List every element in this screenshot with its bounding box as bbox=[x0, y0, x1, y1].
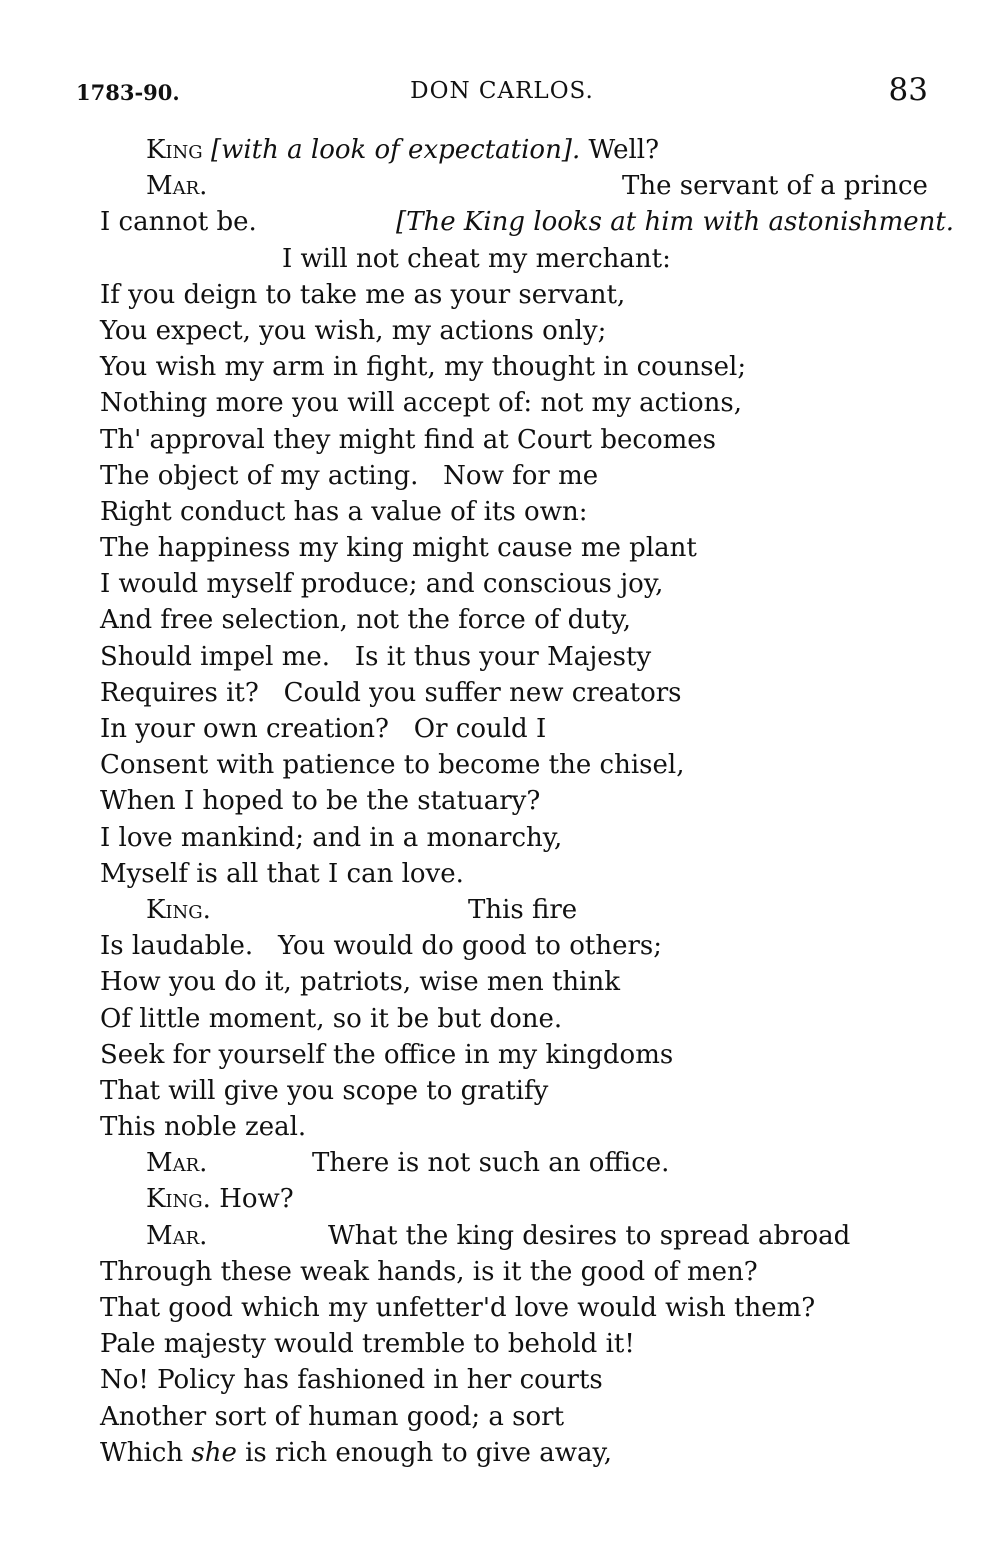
verse-line: Myself is all that I can love. bbox=[100, 858, 464, 889]
verse-line: That good which my unfetter'd love would wish them? bbox=[100, 1293, 816, 1323]
verse-line: You expect, you wish, my actions only; bbox=[100, 315, 607, 346]
speaker-name: King. bbox=[146, 894, 211, 925]
verse-line: Through these weak hands, is it the good of men? bbox=[100, 1256, 758, 1287]
text-line bbox=[100, 1435, 930, 1471]
verse-line: Is laudable. You would do good to others; bbox=[100, 931, 662, 962]
verse-line: And free selection, not the force of duty, bbox=[100, 605, 631, 636]
speaker-name: Mar. bbox=[146, 171, 208, 202]
verse-line: Seek for yourself the office in my kingdoms bbox=[100, 1039, 674, 1070]
verse-line: In your own creation? Or could I bbox=[100, 714, 547, 744]
text-line bbox=[100, 204, 955, 240]
verse-line: Nothing more you will accept of: not my actions, bbox=[100, 388, 742, 419]
verse-line: How you do it, patriots, wise men think bbox=[100, 967, 620, 998]
verse-text: is rich enough to give away, bbox=[245, 1437, 612, 1468]
speaker-name: Mar. bbox=[146, 1148, 208, 1179]
text-line bbox=[100, 241, 930, 277]
verse-text: I will not cheat my merchant: bbox=[282, 243, 671, 274]
verse-line: When I hoped to be the statuary? bbox=[100, 786, 541, 817]
text-line bbox=[100, 892, 930, 928]
header-dates: 1783-90. bbox=[76, 80, 180, 105]
verse-line: The happiness my king might cause me plant bbox=[100, 533, 697, 564]
text-line bbox=[100, 132, 930, 168]
emphasis-text: she bbox=[191, 1437, 237, 1468]
verse-line: Of little moment, so it be but done. bbox=[100, 1003, 563, 1034]
text-line bbox=[100, 1145, 930, 1181]
text-line bbox=[100, 1181, 930, 1217]
header-title: DON CARLOS. bbox=[410, 78, 594, 104]
verse-line: Th' approval they might find at Court becomes bbox=[100, 424, 717, 455]
page-body bbox=[100, 132, 955, 1471]
stage-direction: [The King looks at him with astonishment. bbox=[396, 207, 955, 238]
verse-line: I love mankind; and in a monarchy, bbox=[100, 822, 563, 853]
stage-direction: [with a look of expectation]. bbox=[210, 135, 581, 165]
text-line bbox=[100, 1218, 930, 1254]
running-header bbox=[76, 72, 928, 112]
verse-line: If you deign to take me as your servant, bbox=[100, 279, 626, 310]
verse-text: What the king desires to spread abroad bbox=[328, 1220, 851, 1251]
verse-text: How? bbox=[219, 1184, 294, 1215]
verse-line: Consent with patience to become the chisel, bbox=[100, 750, 685, 781]
verse-line: Requires it? Could you suffer new creators bbox=[100, 677, 682, 708]
verse-text: Well? bbox=[588, 135, 660, 165]
verse-text: Which bbox=[100, 1437, 184, 1468]
page-number: 83 bbox=[888, 72, 928, 108]
verse-line: Right conduct has a value of its own: bbox=[100, 496, 588, 527]
verse-line: Pale majesty would tremble to behold it! bbox=[100, 1329, 635, 1360]
verse-line: That will give you scope to gratify bbox=[100, 1075, 549, 1106]
verse-line: Another sort of human good; a sort bbox=[100, 1401, 565, 1432]
verse-text: This fire bbox=[468, 894, 578, 925]
verse-line: Should impel me. Is it thus your Majesty bbox=[100, 641, 652, 672]
verse-line: The object of my acting. Now for me bbox=[100, 460, 599, 491]
speaker-name: King. bbox=[146, 1184, 211, 1215]
verse-text: I cannot be. bbox=[100, 207, 257, 238]
verse-line: You wish my arm in fight, my thought in counsel; bbox=[100, 352, 747, 383]
verse-line: I would myself produce; and conscious joy, bbox=[100, 569, 664, 600]
speaker-name: Mar. bbox=[146, 1220, 208, 1251]
verse-line: This noble zeal. bbox=[100, 1112, 307, 1143]
speaker-name: King bbox=[146, 135, 203, 165]
text-line bbox=[100, 168, 930, 204]
verse-text: The servant of a prince bbox=[622, 171, 928, 202]
verse-line: No! Policy has fashioned in her courts bbox=[100, 1365, 603, 1396]
verse-text: There is not such an office. bbox=[312, 1148, 670, 1179]
